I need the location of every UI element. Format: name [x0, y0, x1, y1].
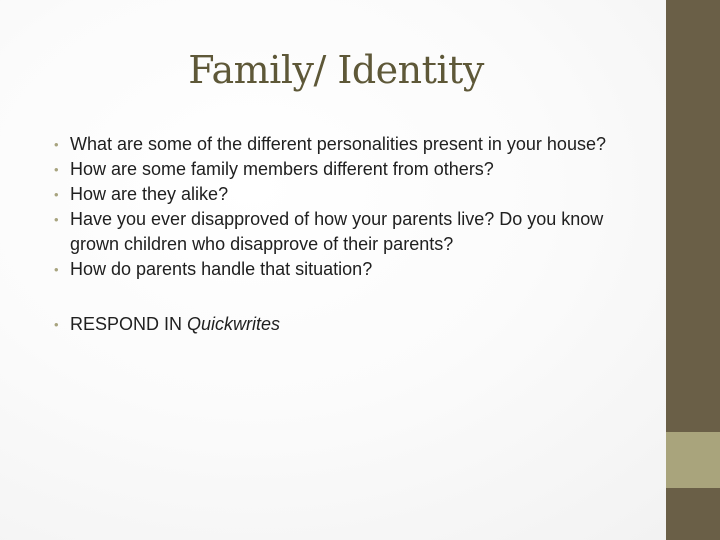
bullet-dot-icon: • — [54, 187, 59, 202]
bullet-item — [54, 132, 634, 157]
sidebar-bar-bottom — [666, 488, 720, 540]
bullet-dot-icon: • — [54, 162, 59, 177]
bullet-item — [54, 157, 634, 182]
sidebar-bar-accent — [666, 432, 720, 488]
bullet-dot-icon: • — [54, 137, 59, 152]
slide-title: Family/ Identity — [188, 48, 484, 92]
bullet-dot-icon: • — [54, 317, 59, 332]
bullet-item — [54, 182, 634, 207]
bullet-item — [54, 207, 634, 257]
respond-prefix: RESPOND IN — [70, 314, 188, 334]
respond-emphasis: Quickwrites — [187, 314, 281, 334]
sidebar-bar-top — [666, 0, 720, 432]
bullet-text: How are some family members different from others? — [70, 159, 494, 179]
bullet-text: How are they alike? — [70, 184, 229, 204]
respond-bullet — [54, 312, 634, 337]
bullet-text: Have you ever disapproved of how your parents live? Do you know grown children who disapprove of their parents? — [70, 209, 604, 254]
bullet-spacer — [54, 282, 634, 312]
bullet-dot-icon: • — [54, 212, 59, 227]
bullet-text: What are some of the different personalities present in your house? — [70, 134, 606, 154]
bullet-list — [54, 132, 634, 337]
bullet-item — [54, 257, 634, 282]
bullet-dot-icon: • — [54, 262, 59, 277]
bullet-text: How do parents handle that situation? — [70, 259, 373, 279]
